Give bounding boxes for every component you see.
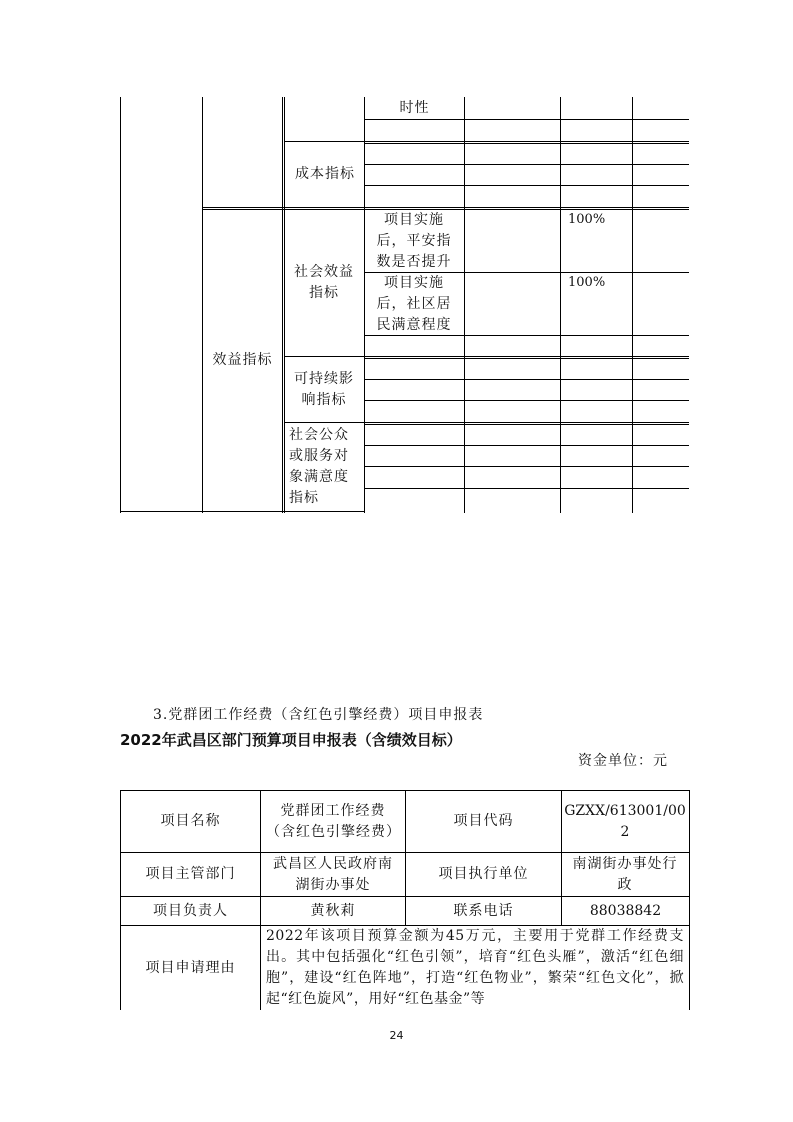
dept-label: 项目主管部门 xyxy=(145,866,236,882)
phone-label: 联系电话 xyxy=(453,902,514,919)
table-border xyxy=(364,379,689,380)
benefit-indicator-label: 效益指标 xyxy=(212,351,273,368)
timeliness-fragment: 时性 xyxy=(399,100,430,116)
table-border xyxy=(120,511,364,512)
fund-unit-label: 资金单位：元 xyxy=(578,753,668,769)
row-value-resident-satisfaction: 100% xyxy=(568,275,606,290)
leader-label: 项目负责人 xyxy=(153,902,228,919)
table-border xyxy=(120,97,121,513)
table-border xyxy=(689,790,690,1010)
leader-value: 黄秋莉 xyxy=(310,902,356,919)
row-item-resident-satisfaction: 项目实施后，社区居民满意程度 xyxy=(376,274,452,333)
satisfaction-indicator-label: 社会公众或服务对象满意度指标 xyxy=(289,427,349,506)
table-border xyxy=(364,488,689,489)
dept-value: 武昌区人民政府南湖街办事处 xyxy=(273,855,393,893)
social-benefit-indicator-label: 社会效益指标 xyxy=(294,264,354,301)
exec-unit-label: 项目执行单位 xyxy=(438,866,529,882)
section-caption: 3.党群团工作经费（含红色引擎经费）项目申报表 xyxy=(153,707,484,723)
table-border xyxy=(560,97,561,513)
table-border xyxy=(202,207,689,208)
cost-indicator-label: 成本指标 xyxy=(295,166,355,182)
table-border xyxy=(364,466,689,467)
table-border xyxy=(364,143,689,144)
table-border xyxy=(364,164,689,165)
table-border xyxy=(282,97,283,513)
exec-unit-value: 南湖街办事处行政 xyxy=(572,855,678,893)
row-value-safety-index: 100% xyxy=(568,212,606,227)
project-code-label: 项目代码 xyxy=(453,813,514,829)
table-border xyxy=(364,400,689,401)
table-border xyxy=(364,185,689,186)
table-border xyxy=(284,97,285,513)
project-name-label: 项目名称 xyxy=(160,813,221,829)
table-border xyxy=(364,445,689,446)
table-border xyxy=(364,119,689,120)
table-border xyxy=(364,424,689,425)
table-border xyxy=(364,358,689,359)
page-number: 24 xyxy=(389,1029,404,1042)
reason-text: 2022年该项目预算金额为45万元，主要用于党群工作经费支出。其中包括强化“红色引领”，培育“红色头雁”，激活“红色细胞”，建设“红色阵地”，打造“红色物业”，繁荣“红色文化”，掀起“红色旋风”，用好“红色基金”等 xyxy=(266,928,684,1007)
table-border xyxy=(632,97,633,513)
row-item-safety-index: 项目实施后，平安指数是否提升 xyxy=(376,211,452,270)
phone-value: 88038842 xyxy=(589,902,662,919)
reason-label: 项目申请理由 xyxy=(145,959,236,976)
table-border xyxy=(464,97,465,513)
project-name-value: 党群团工作经费（含红色引擎经费） xyxy=(266,802,401,840)
sustainable-indicator-label: 可持续影响指标 xyxy=(294,370,354,408)
table-border xyxy=(364,97,365,513)
form-title: 2022年武昌区部门预算项目申报表（含绩效目标） xyxy=(120,731,462,749)
project-code-value: GZXX/613001/002 xyxy=(564,802,686,840)
